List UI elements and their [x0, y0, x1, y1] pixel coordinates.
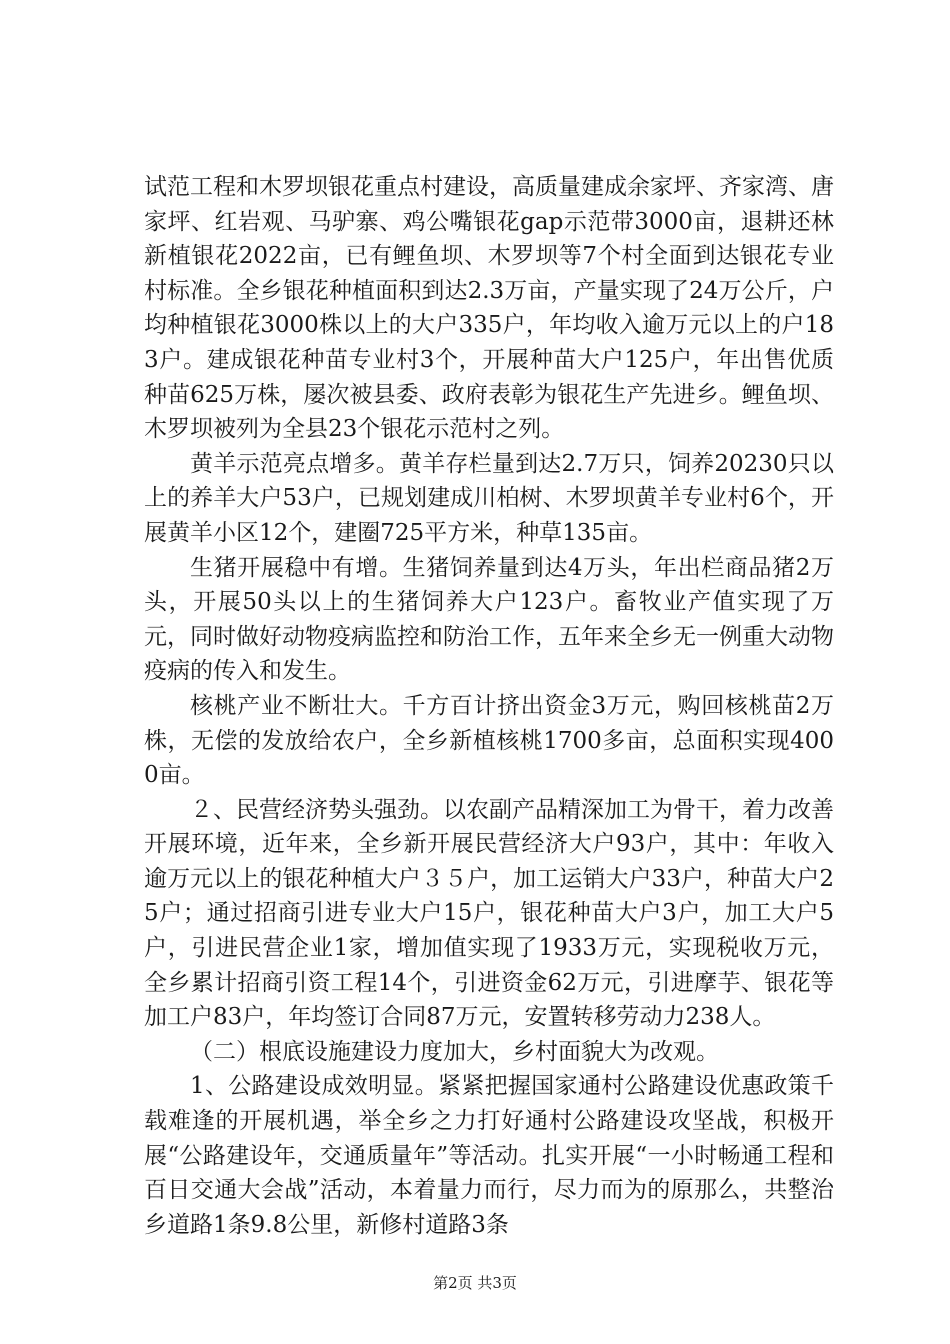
- paragraph-private-economy: ２、民营经济势头强劲。以农副产品精深加工为骨干，着力改善开展环境，近年来，全乡新开展民营经济大户93户，其中：年收入逾万元以上的银花种植大户３５户，加工运销大户33户，种苗大户25户；通过招商引进专业大户15户，银花种苗大户3户，加工大户5户，引进民营企业1家，增加值实现了1933万元，实现税收万元，全乡累计招商引资工程14个，引进资金62万元，引进摩芋、银花等加工户83户，年均签订合同87万元，安置转移劳动力238人。: [144, 796, 834, 1031]
- section-heading-infrastructure: （二）根底设施建设力度加大，乡村面貌大为改观。: [190, 1038, 719, 1065]
- paragraph-pig: 生猪开展稳中有增。生猪饲养量到达4万头，年出栏商品猪2万头，开展50头以上的生猪饲养大户123户。畜牧业产值实现了万元，同时做好动物疫病监控和防治工作，五年来全乡无一例重大动物疫病的传入和发生。: [144, 554, 834, 685]
- page-number: 第2页 共3页: [433, 1274, 517, 1292]
- paragraph-road-construction: 1、公路建设成效明显。紧紧把握国家通村公路建设优惠政策千载难逢的开展机遇，举全乡之力打好通村公路建设攻坚战，积极开展“公路建设年，交通质量年”等活动。扎实开展“一小时畅通工程和百日交通大会战”活动，本着量力而行，尽力而为的原那么，共整治乡道路1条9.8公里，新修村道路3条: [144, 1073, 834, 1238]
- document-body: [144, 170, 834, 1242]
- paragraph-continued: 试范工程和木罗坝银花重点村建设，高质量建成余家坪、齐家湾、唐家坪、红岩观、马驴寨、鸡公嘴银花gap示范带3000亩，退耕还林新植银花2022亩，已有鲤鱼坝、木罗坝等7个村全面到达银花专业村标准。全乡银花种植面积到达2.3万亩，产量实现了24万公斤，户均种植银花3000株以上的大户335户，年均收入逾万元以上的户183户。建成银花种苗专业村3个，开展种苗大户125户，年出售优质种苗625万株，屡次被县委、政府表彰为银花生产先进乡。鲤鱼坝、木罗坝被列为全县23个银花示范村之列。: [144, 174, 834, 443]
- paragraph-goat: 黄羊示范亮点增多。黄羊存栏量到达2.7万只，饲养20230只以上的养羊大户53户，已规划建成川柏树、木罗坝黄羊专业村6个，开展黄羊小区12个，建圈725平方米，种草135亩。: [144, 450, 834, 546]
- paragraph-walnut: 核桃产业不断壮大。千方百计挤出资金3万元，购回核桃苗2万株，无偿的发放给农户，全乡新植核桃1700多亩，总面积实现4000亩。: [144, 692, 834, 789]
